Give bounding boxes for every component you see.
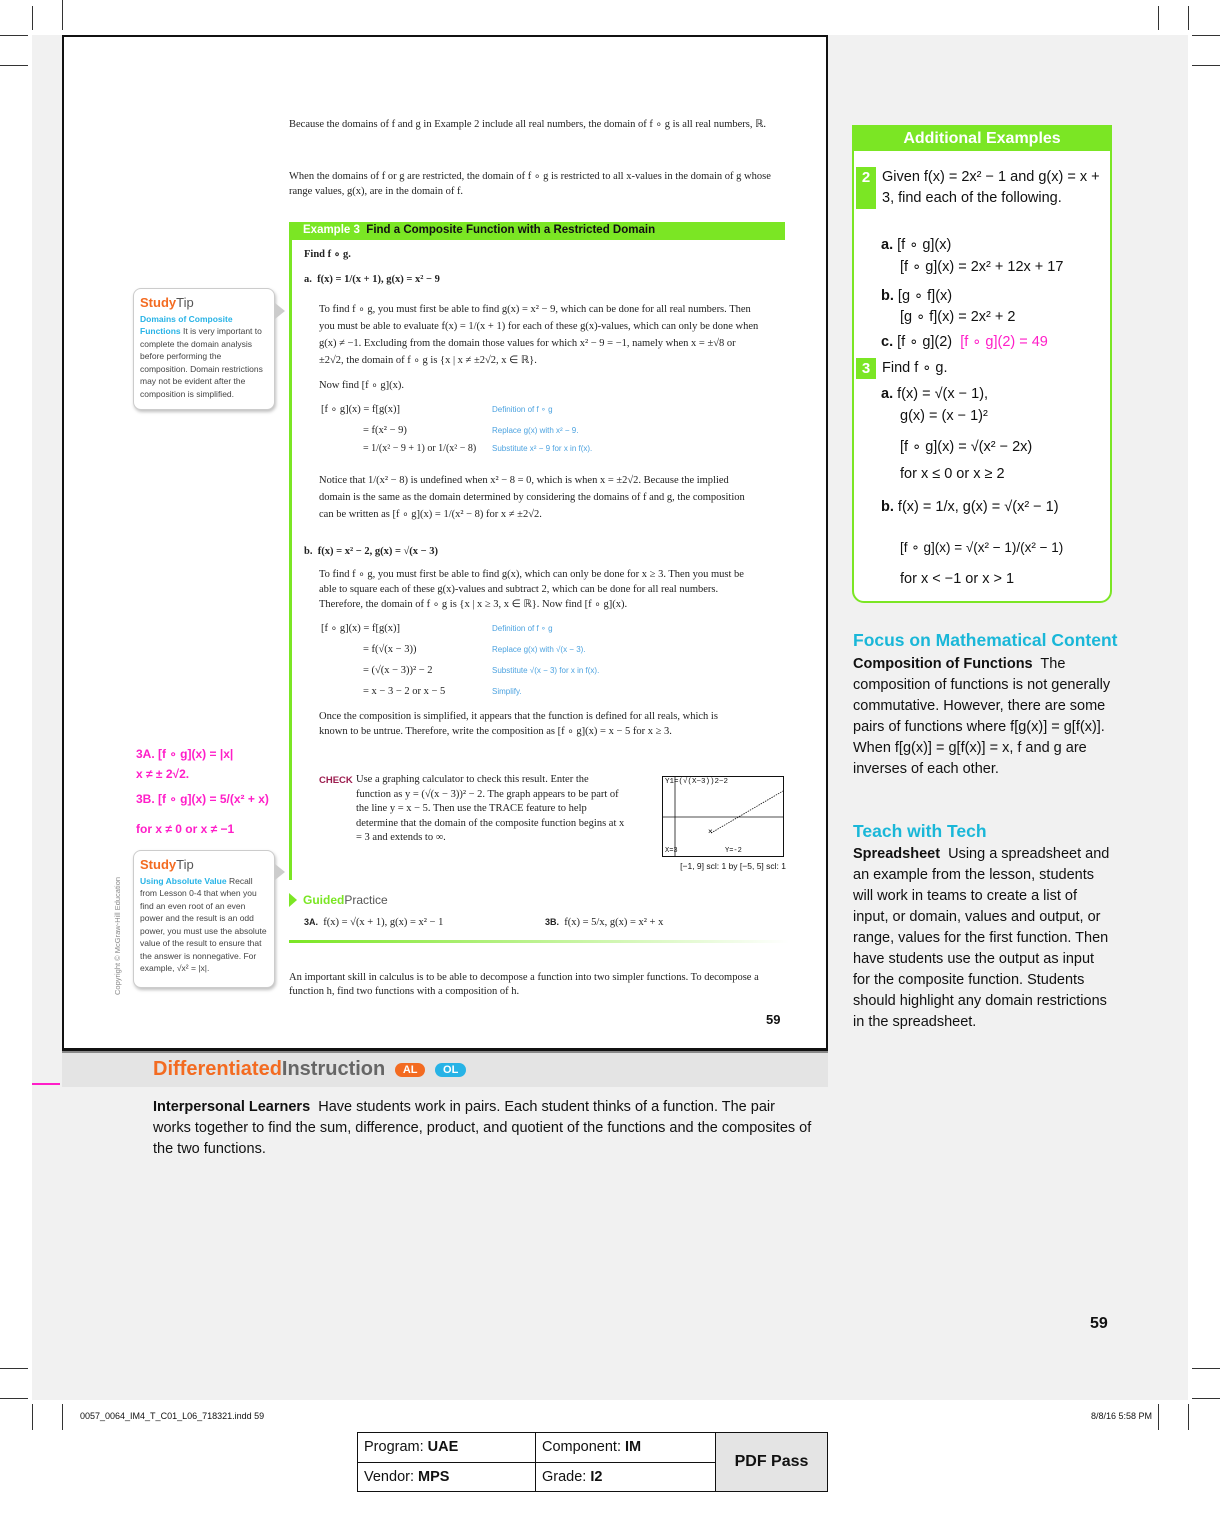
- studytip1-head-b: Tip: [176, 295, 194, 310]
- studytip1-text: It is very important to complete the domain analysis before performing the composition. Domain restrictions may not be evident after the composition is simplified.: [140, 326, 263, 399]
- gp-3a-label: 3A.: [304, 917, 319, 927]
- studytip2-pointer: [275, 864, 285, 880]
- focus-text: The composition of functions is not generally commutative. However, there are some pairs of functions where f[g(x)] = g[f(x)]. When f[g(x)] = g[f(x)] = x, f and g are inverses of each other.: [853, 656, 1111, 777]
- add-ex2-text: Given f(x) = 2x² − 1 and g(x) = x + 3, find each of the following.: [882, 169, 1100, 206]
- calc-plot-line: [711, 791, 783, 833]
- differentiated-title: [153, 1058, 466, 1081]
- b-step-1-expr: [f ∘ g](x) = f[g(x)]: [321, 623, 400, 634]
- add-ex3-a: [881, 384, 1109, 405]
- add-ex3-a-question-2: g(x) = (x − 1)²: [900, 408, 988, 424]
- differentiated-body: [153, 1097, 813, 1160]
- slug-vendor-value: MPS: [418, 1468, 450, 1485]
- slug-grade: [536, 1462, 716, 1492]
- part-a-label: a.: [304, 274, 312, 285]
- studytip1-head-a: Study: [140, 295, 177, 310]
- studytip2-head-b: Tip: [176, 857, 194, 872]
- b-step-2-expr: = f(√(x − 3)): [363, 644, 417, 655]
- focus-title: Focus on Mathematical Content: [853, 630, 1118, 650]
- slug-grade-value: I2: [590, 1468, 603, 1485]
- slug-vendor: [358, 1462, 536, 1492]
- di-lead: Interpersonal Learners: [153, 1099, 311, 1115]
- study-tip-domains: [133, 288, 275, 410]
- part-a-now: Now find [f ∘ g](x).: [319, 380, 405, 391]
- slug-program: [358, 1433, 536, 1463]
- part-a-paragraph-2: Notice that 1/(x² − 8) is undefined when x² − 8 = 0, which is when x = ±2√2. Because the implied domain is the same as the domain determined by considering the domains of f and g, the composition can be written as [f ∘ g](x) = 1/(x² − 8) for x ≠ ±2√2.: [319, 475, 745, 520]
- add-ex2-a-answer: [f ∘ g](x) = 2x² + 12x + 17: [900, 259, 1064, 275]
- calc-header: Y1=(√(X−3))2−2: [665, 778, 729, 786]
- example-header: [289, 222, 785, 240]
- add-ex3-b-label: b.: [881, 499, 894, 515]
- answer-3a-line2: x ≠ ± 2√2.: [136, 767, 190, 781]
- example-rule: [289, 240, 292, 880]
- study-tip-absolute-value: [133, 850, 275, 988]
- tech-lead: Spreadsheet: [853, 846, 941, 862]
- add-ex2-a-question: [f ∘ g](x): [897, 237, 952, 253]
- add-ex2-number: 2: [856, 167, 876, 209]
- a-step-3-expr: = 1/(x² − 9 + 1) or 1/(x² − 8): [363, 443, 477, 454]
- gp-3b-text: f(x) = 5/x, g(x) = x² + x: [564, 917, 664, 928]
- find-instruction: Find f ∘ g.: [304, 249, 351, 260]
- studytip1-pointer: [275, 303, 285, 319]
- guided-heading-a: Guided: [303, 893, 345, 907]
- slug-vendor-label: Vendor:: [364, 1468, 414, 1485]
- answer-3a-line1: 3A. [f ∘ g](x) = |x|: [136, 747, 234, 761]
- add-ex3-b-answer-1: [f ∘ g](x) = √(x² − 1)/(x² − 1): [900, 540, 1064, 555]
- focus-body: [853, 654, 1111, 780]
- add-ex2-c-question: [f ∘ g](2): [897, 334, 953, 350]
- b-step-2-note: Replace g(x) with √(x − 3).: [492, 645, 586, 654]
- calculator-screen: [662, 776, 784, 857]
- part-b-heading: [304, 544, 604, 559]
- guided-3b: [545, 915, 785, 930]
- part-b-paragraph-1: To find f ∘ g, you must first be able to find g(x), which can only be done for x ≥ 3. Then you must be able to square each of these g(x)-values and subtract 2, which can be done for all real numbers. Therefore, the domain of f ∘ g is {x | x ≥ 3, x ∈ ℝ}. Now find [f ∘ g](x).: [319, 569, 744, 610]
- additional-examples-title: Additional Examples: [854, 127, 1110, 151]
- guided-3a: [304, 915, 539, 930]
- slug-pass: PDF Pass: [716, 1433, 828, 1492]
- studytip2-text: Recall from Lesson 0-4 that when you find an even root of an even power and the result is an odd power, you must use the absolute value of the result to ensure that the answer is nonnegative. For example, √x² = |x|.: [140, 875, 267, 973]
- part-a-paragraph-1: To find f ∘ g, you must first be able to find g(x) = x² − 9, which can be done for all real numbers. Then you must be able to evaluate f(x) = 1/(x + 1) for each of these g(x)-values, which can only be done when g(x) ≠ −1. Excluding from the domain those values for which x² − 9 = −1, namely when x = ±√8 or ±2√2, the domain of f ∘ g is {x | x ≠ ±2√2, x ∈ ℝ}.: [319, 304, 759, 366]
- slug-component-value: IM: [625, 1439, 642, 1456]
- slug-grade-label: Grade:: [542, 1468, 587, 1485]
- copyright-notice: Copyright © McGraw-Hill Education: [113, 876, 122, 995]
- tech-text: Using a spreadsheet and an example from the lesson, students will work in teams to create a list of input, or domain, values and output, or range, values for the first function. Then have students use the output as input for the composite function. Students should highlight any domain restrictions in the spreadsheet.: [853, 846, 1110, 1030]
- footer-file: 0057_0064_IM4_T_C01_L06_718321.indd 59: [80, 1411, 265, 1421]
- answer-3b-line1: 3B. [f ∘ g](x) = 5/(x² + x): [136, 792, 269, 806]
- guided-heading-b: Practice: [344, 893, 388, 907]
- studytip1-subtitle: Domains of Composite Functions: [140, 313, 233, 336]
- add-ex2-c: [881, 332, 1109, 353]
- di-title-a: Differentiated: [153, 1058, 282, 1080]
- add-ex3-a-question-1: f(x) = √(x − 1),: [897, 386, 989, 402]
- guided-arrow: [289, 893, 297, 907]
- intro-paragraph-1: Because the domains of f and g in Example 2 include all real numbers, the domain of f ∘ g is all real numbers, ℝ.: [289, 119, 767, 130]
- calc-x-readout: X=3: [665, 847, 678, 855]
- tech-title: Teach with Tech: [853, 821, 987, 841]
- studytip2-head-a: Study: [140, 857, 177, 872]
- a-step-3-note: Substitute x² − 9 for x in f(x).: [492, 444, 593, 453]
- add-ex2-a-label: a.: [881, 237, 894, 253]
- guided-practice-heading: [303, 893, 388, 907]
- add-ex3-b: [881, 497, 1109, 518]
- add-ex2-a: [881, 235, 1109, 256]
- guided-practice-rule: [289, 940, 789, 943]
- add-ex2-c-answer: [f ∘ g](2) = 49: [960, 334, 1048, 350]
- part-b-label: b.: [304, 546, 313, 557]
- slug-program-value: UAE: [427, 1439, 459, 1456]
- decompose-paragraph: An important skill in calculus is to be able to decompose a function into two simpler functions. To decompose a function h, find two functions with a composition of h.: [289, 972, 759, 997]
- add-ex3-b-question: f(x) = 1/x, g(x) = √(x² − 1): [897, 499, 1059, 515]
- calc-y-readout: Y=-2: [725, 847, 742, 855]
- calc-graph: [663, 777, 783, 856]
- part-a-heading: [304, 272, 604, 287]
- add-ex2-b-label: b.: [881, 288, 894, 304]
- part-b-functions: f(x) = x² − 2, g(x) = √(x − 3): [317, 546, 439, 557]
- add-ex2: [856, 167, 1106, 209]
- part-b-paragraph-2: Once the composition is simplified, it appears that the function is defined for all reals, which is known to be untrue. Therefore, write the composition as [f ∘ g](x) = x − 5 for x ≥ 3.: [319, 711, 718, 737]
- slug-table: [357, 1432, 828, 1492]
- b-step-1-note: Definition of f ∘ g: [492, 624, 553, 633]
- slug-program-label: Program:: [364, 1439, 424, 1456]
- add-ex3-a-label: a.: [881, 386, 894, 402]
- answer-3b-line2: for x ≠ 0 or x ≠ −1: [136, 822, 235, 836]
- check-label: CHECK: [319, 775, 353, 786]
- a-step-1-expr: [f ∘ g](x) = f[g(x)]: [321, 404, 400, 415]
- add-ex3: [856, 358, 1106, 379]
- di-text: Have students work in pairs. Each student thinks of a function. The pair works together to find the sum, difference, product, and quotient of the functions and the composites of the two functions.: [153, 1099, 812, 1157]
- badge-ol: OL: [435, 1063, 466, 1077]
- calc-trace-cursor: ×: [708, 827, 713, 836]
- tech-body: [853, 844, 1113, 1033]
- add-ex3-b-answer-2: for x < −1 or x > 1: [900, 571, 1015, 587]
- add-ex3-text: Find f ∘ g.: [882, 360, 948, 376]
- b-step-4-expr: = x − 3 − 2 or x − 5: [363, 686, 446, 697]
- add-ex3-a-answer-1: [f ∘ g](x) = √(x² − 2x): [900, 439, 1033, 455]
- intro-paragraph-2: When the domains of f or g are restricted, the domain of f ∘ g is restricted to all x-values in the domain of g whose range values, g(x), are in the domain of f.: [289, 171, 771, 197]
- studytip2-subtitle: Using Absolute Value: [140, 875, 227, 886]
- calc-window: [−1, 9] scl: 1 by [−5, 5] scl: 1: [680, 861, 786, 871]
- a-step-1-note: Definition of f ∘ g: [492, 405, 553, 414]
- b-step-4-note: Simplify.: [492, 687, 522, 696]
- add-ex3-a-answer-2: for x ≤ 0 or x ≥ 2: [900, 466, 1005, 482]
- check-text: Use a graphing calculator to check this result. Enter the function as y = (√(x − 3))² − 2. The graph appears to be part of the line y = x − 5. Then use the TRACE feature to help determine that the domain of the composite function begins at x = 3 and extends to ∞.: [356, 774, 625, 843]
- a-step-2-note: Replace g(x) with x² − 9.: [492, 426, 579, 435]
- b-step-3-note: Substitute √(x − 3) for x in f(x).: [492, 666, 600, 675]
- example-title: Find a Composite Function with a Restricted Domain: [366, 224, 656, 236]
- b-step-3-expr: = (√(x − 3))² − 2: [363, 665, 433, 676]
- add-ex3-number: 3: [856, 358, 876, 379]
- add-ex2-b-question: [g ∘ f](x): [897, 288, 953, 304]
- slug-component: [536, 1433, 716, 1463]
- slug-component-label: Component:: [542, 1439, 621, 1456]
- gp-3a-text: f(x) = √(x + 1), g(x) = x² − 1: [323, 917, 444, 928]
- add-ex2-b: [881, 286, 1109, 307]
- add-ex2-c-label: c.: [881, 334, 894, 350]
- focus-lead: Composition of Functions: [853, 656, 1033, 672]
- margin-marker: [32, 1083, 60, 1085]
- side-page-number: 59: [1090, 1315, 1108, 1332]
- footer-date: 8/8/16 5:58 PM: [1090, 1411, 1152, 1421]
- example-label: Example 3: [303, 224, 360, 236]
- a-step-2-expr: = f(x² − 9): [363, 425, 407, 436]
- part-a-functions: f(x) = 1/(x + 1), g(x) = x² − 9: [317, 274, 440, 285]
- badge-al: AL: [395, 1063, 426, 1077]
- di-title-b: Instruction: [281, 1058, 386, 1080]
- gp-3b-label: 3B.: [545, 917, 560, 927]
- page-number: 59: [766, 1012, 781, 1027]
- add-ex2-b-answer: [g ∘ f](x) = 2x² + 2: [900, 309, 1016, 325]
